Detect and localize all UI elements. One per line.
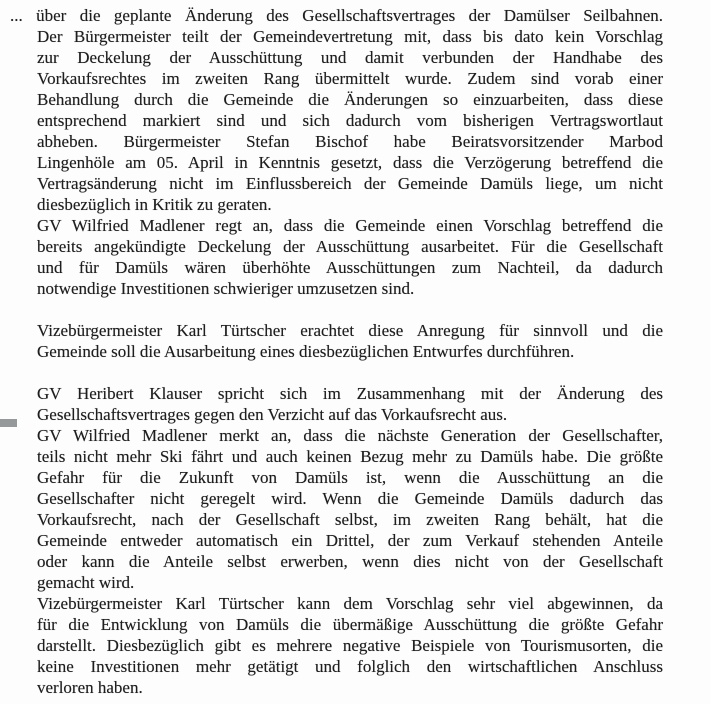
text-line: GV Wilfried Madlener regt an, dass die Gemeinde einen Vorschlag betreffend die bbox=[37, 216, 663, 235]
text-line: entsprechend markiert sind und sich dadurch vom bisherigen Vertragswortlaut bbox=[37, 111, 663, 130]
text-line: Vorkaufsrecht, nach der Gesellschaft selbst, im zweiten Rang behält, hat die bbox=[37, 510, 663, 529]
text-line: GV Heribert Klauser spricht sich im Zusammenhang mit der Änderung des bbox=[37, 384, 663, 403]
text-line: verloren haben. bbox=[37, 678, 143, 697]
paragraph bbox=[10, 5, 663, 215]
text-line: darstellt. Diesbezüglich gibt es mehrere negative Beispiele von Tourismusorten, die bbox=[37, 636, 663, 655]
text-line: Der Bürgermeister teilt der Gemeindevertretung mit, dass bis dato kein Vorschlag bbox=[37, 27, 663, 46]
text-line: ... über die geplante Änderung des Gesellschaftsvertrages der Damülser Seilbahnen. bbox=[10, 6, 663, 25]
text-line: Gemeinde soll die Ausarbeitung eines diesbezüglichen Entwurfes durchführen. bbox=[37, 342, 575, 361]
text-line: gemacht wird. bbox=[37, 573, 135, 592]
text-line: Gemeinde entweder automatisch ein Drittel, der zum Verkauf stehenden Anteile bbox=[37, 531, 663, 550]
text-line: notwendige Investitionen schwieriger umzusetzen sind. bbox=[37, 279, 415, 298]
text-line: oder kann die Anteile selbst erwerben, wenn dies nicht von der Gesellschaft bbox=[37, 552, 663, 571]
text-line: Vizebürgermeister Karl Türtscher erachtet diese Anregung für sinnvoll und die bbox=[37, 321, 663, 340]
text-line: Vorkaufsrechtes im zweiten Rang übermittelt wurde. Zudem sind vorab einer bbox=[37, 69, 663, 88]
paragraph bbox=[37, 215, 663, 299]
paragraph bbox=[37, 593, 663, 698]
paragraph bbox=[37, 320, 663, 362]
paragraph bbox=[37, 425, 663, 593]
text-line: zur Deckelung der Ausschüttung und damit verbunden der Handhabe des bbox=[37, 48, 663, 67]
text-line: Vertragsänderung nicht im Einflussbereich der Gemeinde Damüls liege, um nicht bbox=[37, 174, 663, 193]
text-line: Behandlung durch die Gemeinde die Änderungen so einzuarbeiten, dass diese bbox=[37, 90, 663, 109]
text-line: bereits angekündigte Deckelung der Ausschüttung ausarbeitet. Für die Gesellschaft bbox=[37, 237, 663, 256]
text-line: Vizebürgermeister Karl Türtscher kann dem Vorschlag sehr viel abgewinnen, da bbox=[37, 594, 663, 613]
text-line: Gefahr für die Zukunft von Damüls ist, wenn die Ausschüttung an die bbox=[37, 468, 663, 487]
text-line: Gesellschafter nicht geregelt wird. Wenn die Gemeinde Damüls dadurch das bbox=[37, 489, 663, 508]
text-line: Gesellschaftsvertrages gegen den Verzicht auf das Vorkaufsrecht aus. bbox=[37, 405, 508, 424]
paragraph bbox=[37, 383, 663, 425]
text-line: für die Entwicklung von Damüls die übermäßige Ausschüttung die größte Gefahr bbox=[37, 615, 663, 634]
document-body bbox=[10, 5, 663, 698]
text-line: abheben. Bürgermeister Stefan Bischof habe Beiratsvorsitzender Marbod bbox=[37, 132, 663, 151]
text-line: und für Damüls wären überhöhte Ausschüttungen zum Nachteil, da dadurch bbox=[37, 258, 663, 277]
text-line: GV Wilfried Madlener merkt an, dass die nächste Generation der Gesellschafter, bbox=[37, 426, 663, 445]
text-line: keine Investitionen mehr getätigt und folglich den wirtschaftlichen Anschluss bbox=[37, 657, 663, 676]
text-line: teils nicht mehr Ski fährt und auch keinen Bezug mehr zu Damüls habe. Die größte bbox=[37, 447, 663, 466]
scan-margin-mark bbox=[0, 419, 17, 427]
text-line: Lingenhöle am 05. April in Kenntnis gesetzt, dass die Verzögerung betreffend die bbox=[37, 153, 663, 172]
text-line: diesbezüglich in Kritik zu geraten. bbox=[37, 195, 272, 214]
